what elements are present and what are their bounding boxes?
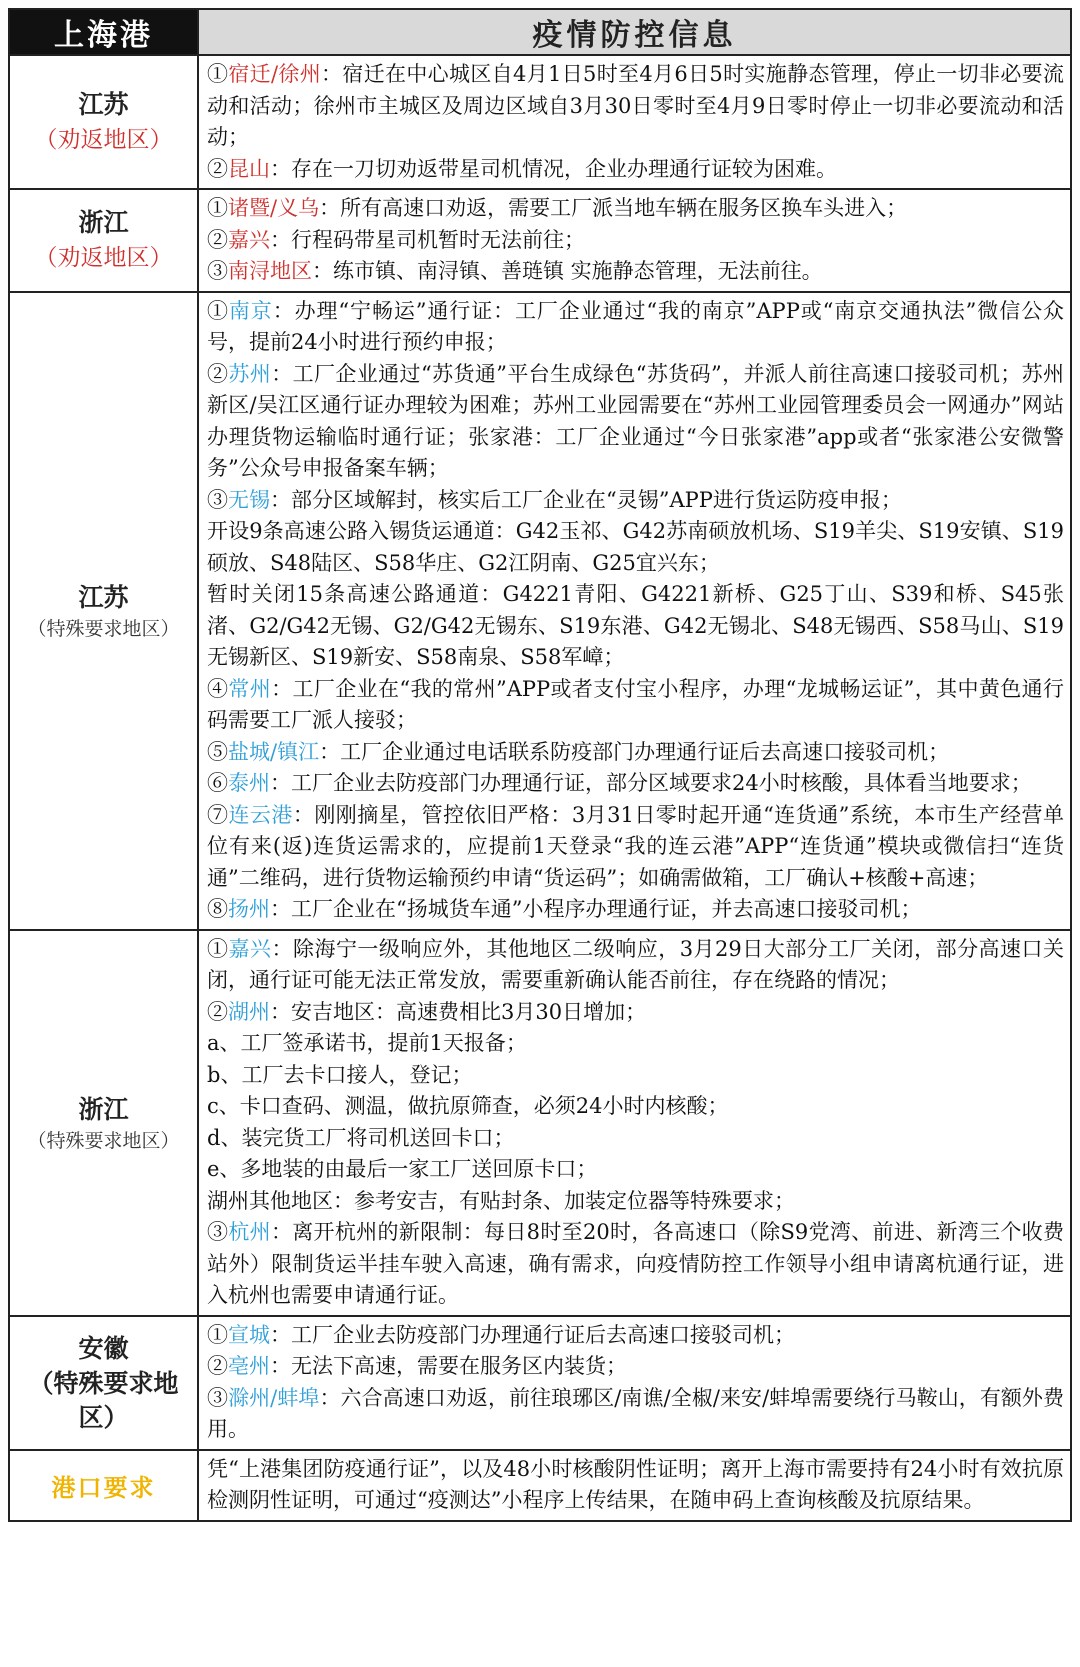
- city-name: 湖州: [228, 999, 270, 1024]
- city-name: 苏州: [228, 361, 272, 386]
- table-body: [9, 55, 1071, 1521]
- info-text: 开设9条高速公路入锡货运通道：G42玉祁、G42苏南硕放机场、S19羊尖、S19安镇、S19硕放、S48陆区、S58华庄、G2江阴南、G25宜兴东；: [207, 519, 1064, 575]
- info-line: [207, 485, 1064, 517]
- info-header: 疫情防控信息: [198, 9, 1071, 55]
- city-name: 昆山: [228, 156, 270, 181]
- region-cell: [9, 189, 198, 292]
- info-line: [207, 1454, 1064, 1517]
- info-cell: [198, 55, 1071, 189]
- info-text: ：部分区域解封，核实后工厂企业在“灵锡”APP进行货运防疫申报；: [270, 487, 902, 512]
- info-line: [207, 1320, 1064, 1352]
- city-name: 常州: [228, 676, 272, 701]
- epidemic-info-table: [8, 8, 1072, 1522]
- info-line: [207, 1383, 1064, 1446]
- item-number: ②: [207, 1354, 228, 1378]
- item-number: ⑤: [207, 739, 228, 764]
- city-name: 滁州/蚌埠: [228, 1385, 320, 1410]
- info-text: ：练市镇、南浔镇、善琏镇 实施静态管理，无法前往。: [312, 259, 823, 283]
- info-text: ：安吉地区：高速费相比3月30日增加；: [270, 999, 647, 1024]
- info-line: [207, 1351, 1064, 1383]
- item-number: ①: [207, 1322, 228, 1347]
- region-cell: [9, 930, 198, 1316]
- region-cell: [9, 1316, 198, 1450]
- item-number: ③: [207, 487, 228, 512]
- info-cell: [198, 1316, 1071, 1450]
- city-name: 宣城: [228, 1322, 270, 1347]
- info-line: [207, 674, 1064, 737]
- info-text: ：工厂企业去防疫部门办理通行证，部分区域要求24小时核酸，具体看当地要求；: [270, 771, 1032, 795]
- info-text: ：工厂企业在“扬城货车通”小程序办理通行证，并去高速口接驳司机；: [270, 897, 922, 921]
- region-name: 江苏: [78, 582, 129, 612]
- region-name: 浙江: [78, 208, 129, 238]
- info-cell: [198, 930, 1071, 1316]
- info-text: ：存在一刀切劝返带星司机情况，企业办理通行证较为困难。: [270, 156, 837, 181]
- info-text: b、工厂去卡口接人，登记；: [207, 1062, 473, 1087]
- info-text: ：行程码带星司机暂时无法前往；: [270, 227, 585, 252]
- item-number: ②: [207, 999, 228, 1024]
- region-subtitle: （劝返地区）: [34, 245, 173, 272]
- info-line: [207, 894, 1064, 926]
- region-cell: [9, 1450, 198, 1521]
- info-line: [207, 1154, 1064, 1186]
- city-name: 诸暨/义乌: [228, 196, 320, 220]
- info-text: ：离开杭州的新限制：每日8时至20时，各高速口（除S9党湾、前进、新湾三个收费站外）限制货运半挂车驶入高速，确有需求，向疫情防控工作领导小组申请离杭通行证，进入杭州也需要申请通行证。: [207, 1220, 1064, 1307]
- city-name: 南京: [228, 298, 273, 323]
- info-cell: [198, 1450, 1071, 1521]
- port-requirement-label: 港口要求: [51, 1472, 156, 1502]
- info-line: [207, 225, 1064, 257]
- item-number: ①: [207, 936, 229, 961]
- city-name: 扬州: [228, 897, 270, 921]
- item-number: ①: [207, 62, 229, 86]
- info-text: ：工厂企业去防疫部门办理通行证后去高速口接驳司机；: [270, 1322, 795, 1347]
- table-row: [9, 1450, 1071, 1521]
- region-name: 江苏: [78, 90, 129, 119]
- info-line: [207, 1091, 1064, 1123]
- info-text: 暂时关闭15条高速公路通道：G4221青阳、G4221新桥、G25丁山、S39和桥、S45张渚、G2/G42无锡、G2/G42无锡东、S19东港、G42无锡北、S48无锡西、S58马山、S19无锡新区、S19新安、S58南泉、S58军嶂；: [207, 582, 1064, 669]
- region-subtitle: （特殊要求地区）: [27, 617, 180, 640]
- city-name: 南浔地区: [228, 259, 312, 283]
- info-text: ：工厂企业通过电话联系防疫部门办理通行证后去高速口接驳司机；: [319, 739, 950, 764]
- info-text: 凭“上港集团防疫通行证”，以及48小时核酸阴性证明；离开上海市需要持有24小时有效抗原检测阴性证明，可通过“疫测达”小程序上传结果，在随申码上查询核酸及抗原结果。: [207, 1456, 1064, 1512]
- table-row: [9, 930, 1071, 1316]
- city-name: 连云港: [228, 802, 293, 827]
- city-name: 宿迁/徐州: [228, 62, 322, 86]
- city-name: 盐城/镇江: [228, 739, 320, 764]
- info-line: [207, 768, 1064, 800]
- info-text: ：所有高速口劝返，需要工厂派当地车辆在服务区换车头进入；: [319, 196, 908, 220]
- info-line: [207, 1123, 1064, 1155]
- table-row: [9, 292, 1071, 930]
- info-line: [207, 359, 1064, 485]
- table-row: [9, 189, 1071, 292]
- info-line: [207, 1186, 1064, 1218]
- info-line: [207, 997, 1064, 1029]
- info-line: [207, 1028, 1064, 1060]
- city-name: 杭州: [228, 1220, 271, 1244]
- info-line: [207, 737, 1064, 769]
- table-row: [9, 1316, 1071, 1450]
- info-line: [207, 193, 1064, 225]
- info-line: [207, 516, 1064, 579]
- info-text: 湖州其他地区：参考安吉，有贴封条、加装定位器等特殊要求；: [207, 1188, 795, 1213]
- info-text: ：宿迁在中心城区自4月1日5时至4月6日5时实施静态管理，停止一切非必要流动和活动；徐州市主城区及周边区域自3月30日零时至4月9日零时停止一切非必要流动和活动；: [207, 62, 1064, 149]
- port-header: 上海港: [9, 9, 198, 55]
- item-number: ④: [207, 676, 229, 701]
- item-number: ③: [207, 259, 228, 283]
- info-text: ：工厂企业在“我的常州”APP或者支付宝小程序，办理“龙城畅运证”，其中黄色通行码需要工厂派人接驳；: [207, 676, 1064, 732]
- info-text: ：刚刚摘星，管控依旧严格：3月31日零时起开通“连货通”系统，本市生产经营单位有来(返)连货运需求的，应提前1天登录“我的连云港”APP“连货通”模块或微信扫“连货通”二维码，进行货物运输预约申请“货运码”；如确需做箱，工厂确认+核酸+高速；: [207, 802, 1065, 890]
- info-line: [207, 579, 1064, 674]
- info-cell: [198, 189, 1071, 292]
- info-text: e、多地装的由最后一家工厂送回原卡口；: [207, 1157, 598, 1181]
- info-text: ：无法下高速，需要在服务区内装货；: [270, 1354, 627, 1378]
- item-number: ①: [207, 298, 229, 323]
- item-number: ⑧: [207, 897, 228, 921]
- region-subtitle: （特殊要求地区）: [27, 1129, 180, 1152]
- city-name: 无锡: [228, 487, 270, 512]
- info-text: ：六合高速口劝返，前往琅琊区/南谯/全椒/来安/蚌埠需要绕行马鞍山，有额外费用。: [207, 1385, 1064, 1441]
- city-name: 嘉兴: [228, 227, 270, 252]
- info-text: c、卡口查码、测温，做抗原筛查，必须24小时内核酸；: [207, 1094, 729, 1118]
- info-cell: [198, 292, 1071, 930]
- item-number: ⑥: [207, 771, 228, 795]
- table-row: [9, 55, 1071, 189]
- item-number: ②: [207, 361, 229, 386]
- info-text: d、装完货工厂将司机送回卡口；: [207, 1125, 515, 1150]
- item-number: ①: [207, 196, 228, 220]
- region-cell: [9, 292, 198, 930]
- item-number: ⑦: [207, 802, 229, 827]
- table-header-row: [9, 9, 1071, 55]
- info-line: [207, 1217, 1064, 1312]
- item-number: ③: [207, 1385, 229, 1410]
- item-number: ②: [207, 227, 228, 252]
- region-subtitle: （劝返地区）: [34, 127, 173, 153]
- region-subtitle: （特殊要求地区）: [28, 1368, 179, 1432]
- city-name: 亳州: [228, 1354, 270, 1378]
- info-text: ：办理“宁畅运”通行证：工厂企业通过“我的南京”APP或“南京交通执法”微信公众号，提前24小时进行预约申报；: [207, 298, 1065, 354]
- item-number: ③: [207, 1220, 229, 1244]
- region-cell: [9, 55, 198, 189]
- item-number: ②: [207, 156, 228, 181]
- info-text: ：除海宁一级响应外，其他地区二级响应，3月29日大部分工厂关闭，部分高速口关闭，通行证可能无法正常发放，需要重新确认能否前往，存在绕路的情况；: [207, 936, 1065, 992]
- info-line: [207, 154, 1064, 186]
- epidemic-info-table-page: [8, 8, 1072, 1522]
- region-name: 安徽: [78, 1333, 129, 1363]
- region-name: 浙江: [78, 1094, 129, 1124]
- info-text: ：工厂企业通过“苏货通”平台生成绿色“苏货码”，并派人前往高速口接驳司机；苏州新区/吴江区通行证办理较为困难；苏州工业园需要在“苏州工业园管理委员会一网通办”网站办理货物运输临时通行证；张家港：工厂企业通过“今日张家港”app或者“张家港公安微警务”公众号申报备案车辆；: [207, 361, 1065, 480]
- city-name: 泰州: [228, 771, 270, 795]
- info-line: [207, 256, 1064, 288]
- info-text: a、工厂签承诺书，提前1天报备；: [207, 1031, 527, 1055]
- city-name: 嘉兴: [228, 936, 272, 961]
- info-line: [207, 1060, 1064, 1092]
- info-line: [207, 296, 1064, 359]
- info-line: [207, 59, 1064, 154]
- info-line: [207, 934, 1064, 997]
- info-line: [207, 800, 1064, 895]
